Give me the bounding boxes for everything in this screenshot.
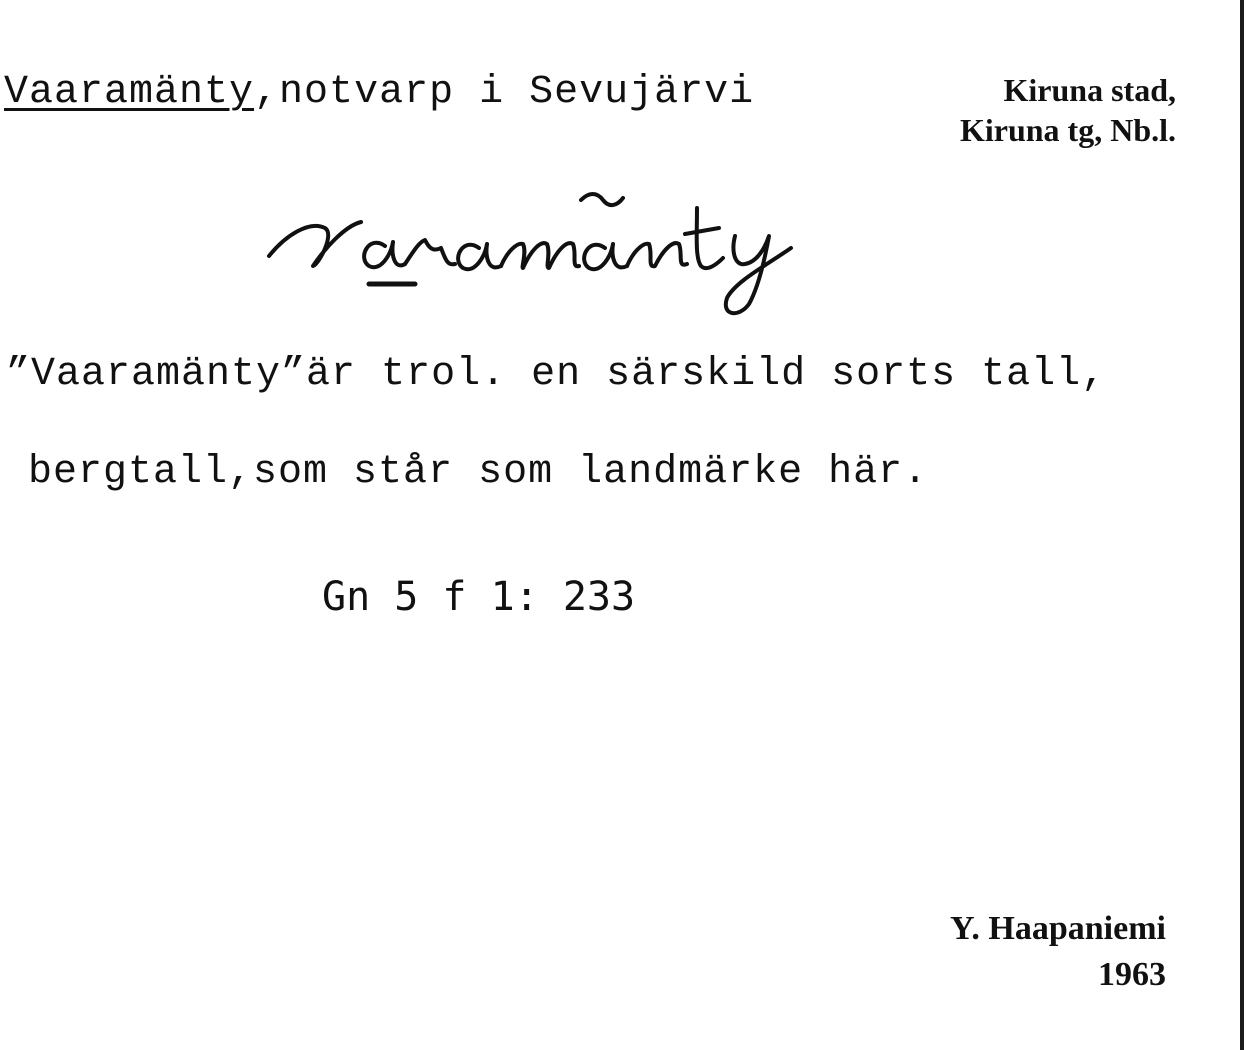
municipality-line-2: Kiruna tg, Nb.l. (959, 112, 1176, 148)
svg-text:vaaramänty: vaaramänty (265, 178, 270, 179)
handwritten-name (265, 178, 905, 318)
municipality-block (960, 70, 1176, 150)
body-line-2: bergtall,som står som landmärke här. (28, 450, 929, 495)
signature-block (950, 906, 1166, 998)
card-edge-divider (1240, 0, 1244, 1050)
body-line-1: ”Vaaramänty”är trol. en särskild sorts tall, (6, 352, 1107, 397)
heading (4, 70, 754, 115)
collector-name: Y. Haapaniemi (949, 910, 1166, 947)
municipality-line-1: Kiruna stad, (1003, 72, 1176, 108)
source-reference: Gn 5 f 1: 233 (322, 574, 636, 620)
collection-year: 1963 (1098, 956, 1166, 993)
heading-description: ,notvarp i Sevujärvi (254, 70, 755, 115)
headword: Vaaramänty (4, 70, 255, 115)
